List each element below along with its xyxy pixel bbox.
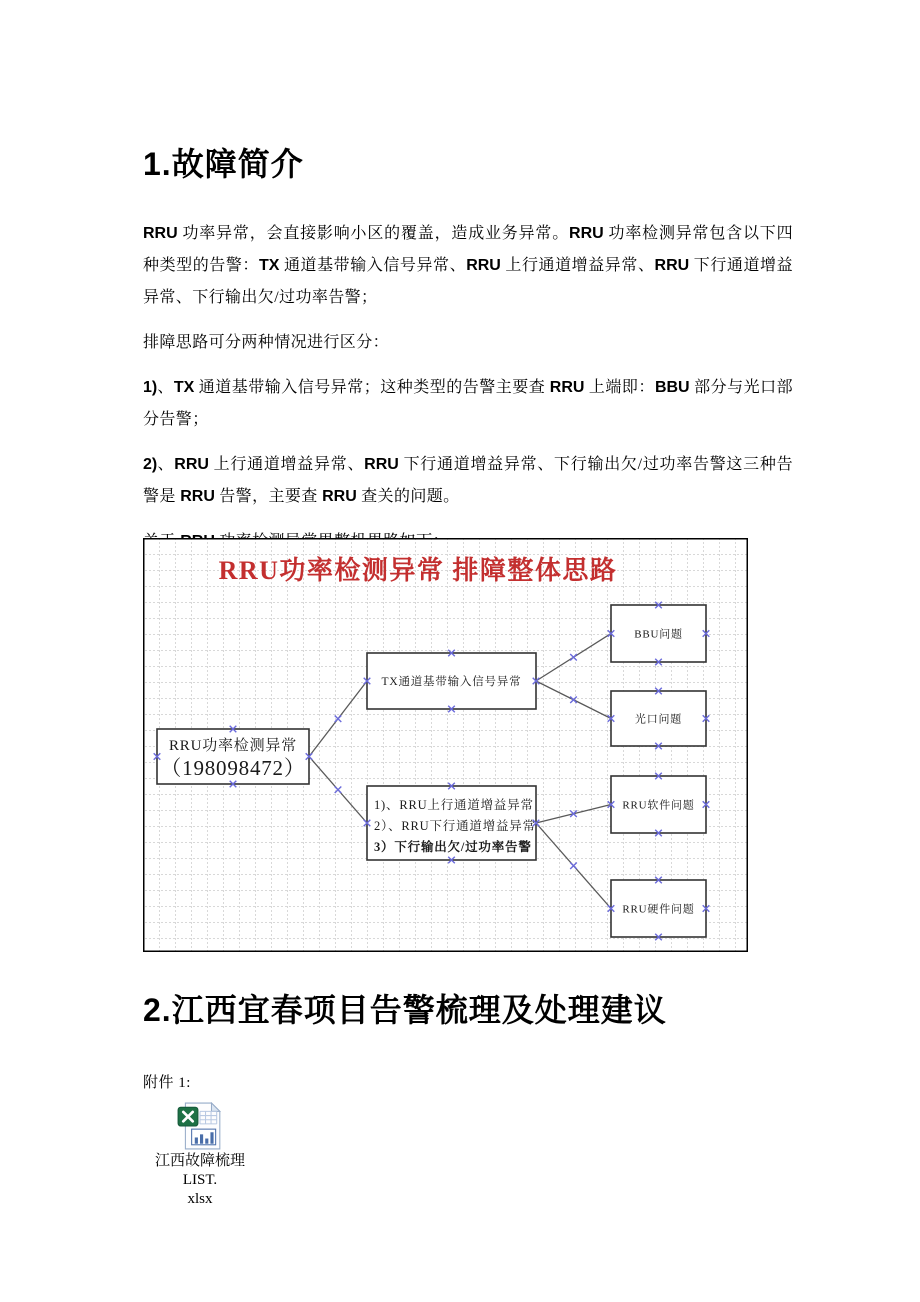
attachment-filename-line1: 江西故障梳理LIST. [154,1153,245,1188]
attachment-object[interactable] [150,1102,250,1209]
node-label: RRU硬件问题 [622,903,695,916]
node-label: TX通道基带输入信号异常 [381,676,522,688]
attachment-caption: 附件 1: [143,1075,191,1091]
attachment-filename-line2: xlsx [187,1191,213,1207]
node-label: BBU问题 [634,628,683,641]
attachment-filename [150,1152,250,1209]
section-heading-2: 2.江西宜春项目告警梳理及处理建议 [143,992,667,1028]
diagram-node-bbu[interactable] [608,602,710,666]
paragraph: 2)、RRU 上行通道增益异常、RRU 下行通道增益异常、下行输出欠/过功率告警这三种告警是 RRU 告警，主要查 RRU 查关的问题。 [143,456,793,505]
diagram-node-root[interactable] [154,726,313,788]
paragraph: 排障思路可分两种情况进行区分： [143,334,390,351]
diagram-title[interactable]: RRU功率检测异常 排障整体思路 [218,556,618,585]
diagram-node-rru-hardware[interactable] [608,877,710,941]
excel-file-icon [177,1102,223,1150]
diagram-node-tx[interactable] [364,650,540,713]
node-label: RRU功率检测异常 [168,738,298,754]
diagram-node-optical[interactable] [608,688,710,750]
paragraph: RRU 功率异常，会直接影响小区的覆盖，造成业务异常。RRU 功率检测异常包含以下四种类型的告警：TX 通道基带输入信号异常、RRU 上行通道增益异常、RRU 下行通道增益异常、下行输出欠/过功率告警； [143,225,793,306]
section-heading-1: 1.故障简介 [143,146,304,182]
diagram-node-rru-software[interactable] [608,773,710,837]
node-label: 光口问题 [634,713,683,726]
node-label: （198098472） [160,756,306,780]
body-text [143,218,793,571]
node-label: 3）下行输出欠/过功率告警 [374,840,532,854]
node-label: RRU软件问题 [622,799,695,812]
paragraph: 1)、TX 通道基带输入信号异常；这种类型的告警主要查 RRU 上端即：BBU 部分与光口部分告警； [143,379,793,428]
node-label: 2）、RRU下行通道增益异常 [374,819,536,833]
node-label: 1)、RRU上行通道增益异常 [374,798,534,812]
diagram-node-items[interactable] [364,783,540,864]
troubleshooting-diagram[interactable] [143,538,748,952]
